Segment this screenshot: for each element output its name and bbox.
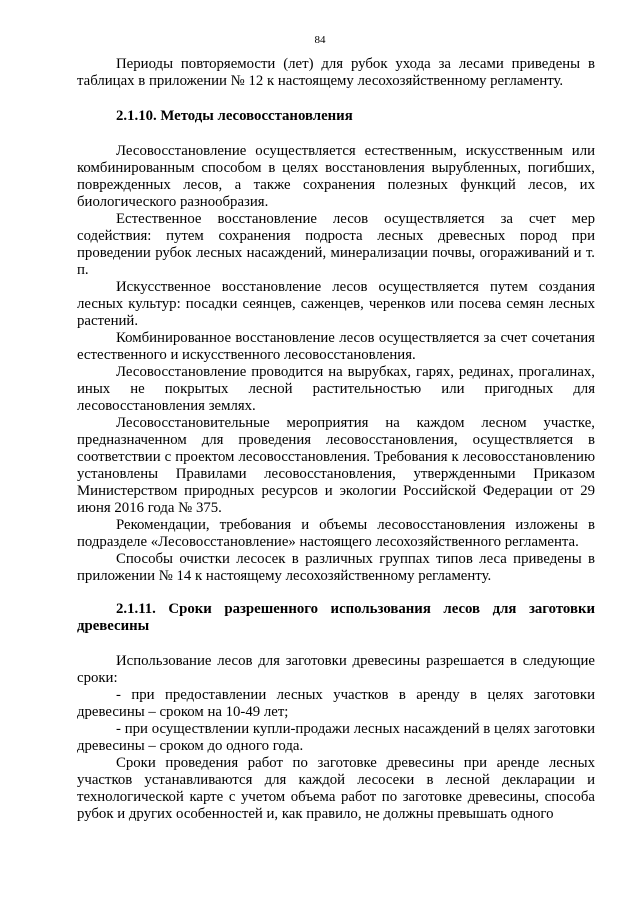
document-body — [77, 56, 595, 823]
section-heading: 2.1.11. Сроки разрешенного использования лесов для заготовки древесины — [77, 601, 595, 634]
paragraph: Периоды повторяемости (лет) для рубок ухода за лесами приведены в таблицах в приложении № 12 к настоящему лесохозяйственному регламенту. — [77, 56, 595, 89]
paragraph: Естественное восстановление лесов осуществляется за счет мер содействия: путем сохранения подроста лесных древесных пород при проведении рубок лесных насаждений, минерализации почвы, огораживаний и т. п. — [77, 211, 595, 278]
paragraph: Лесовосстановление проводится на вырубках, гарях, рединах, прогалинах, иных не покрытых лесной растительностью или пригодных для лесовосстановления землях. — [77, 364, 595, 414]
page-number: 84 — [314, 34, 326, 46]
paragraph: Рекомендации, требования и объемы лесовосстановления изложены в подразделе «Лесовосстановление» настоящего лесохозяйственного регламента. — [77, 517, 595, 550]
list-item: - при осуществлении купли-продажи лесных насаждений в целях заготовки древесины – сроком до одного года. — [77, 721, 595, 754]
section-heading: 2.1.10. Методы лесовосстановления — [116, 108, 353, 124]
paragraph: Способы очистки лесосек в различных группах типов леса приведены в приложении № 14 к настоящему лесохозяйственному регламенту. — [77, 551, 595, 584]
paragraph: Сроки проведения работ по заготовке древесины при аренде лесных участков устанавливаются для каждой лесосеки в лесной декларации и технологической карте с учетом объема работ по заготовке древесины, способа рубок и других особенностей и, как правило, не должны превышать одного — [77, 755, 595, 822]
paragraph: Использование лесов для заготовки древесины разрешается в следующие сроки: — [77, 653, 595, 686]
paragraph: Комбинированное восстановление лесов осуществляется за счет сочетания естественного и искусственного лесовосстановления. — [77, 330, 595, 363]
paragraph: Лесовосстановление осуществляется естественным, искусственным или комбинированным способом в целях восстановления вырубленных, погибших, поврежденных лесов, а также сохранения полезных функций лесов, их биологического разнообразия. — [77, 143, 595, 210]
paragraph: Лесовосстановительные мероприятия на каждом лесном участке, предназначенном для проведения лесовосстановления, осуществляется в соответствии с проектом лесовосстановления. Требования к лесовосстановлению установлены Правилами лесовосстановления, утвержденными Приказом Министерством природных ресурсов и экологии Российской Федерации от 29 июня 2016 года № 375. — [77, 415, 595, 516]
paragraph: Искусственное восстановление лесов осуществляется путем создания лесных культур: посадки сеянцев, саженцев, черенков или посева семян лесных растений. — [77, 279, 595, 329]
list-item: - при предоставлении лесных участков в аренду в целях заготовки древесины – сроком на 10-49 лет; — [77, 687, 595, 720]
